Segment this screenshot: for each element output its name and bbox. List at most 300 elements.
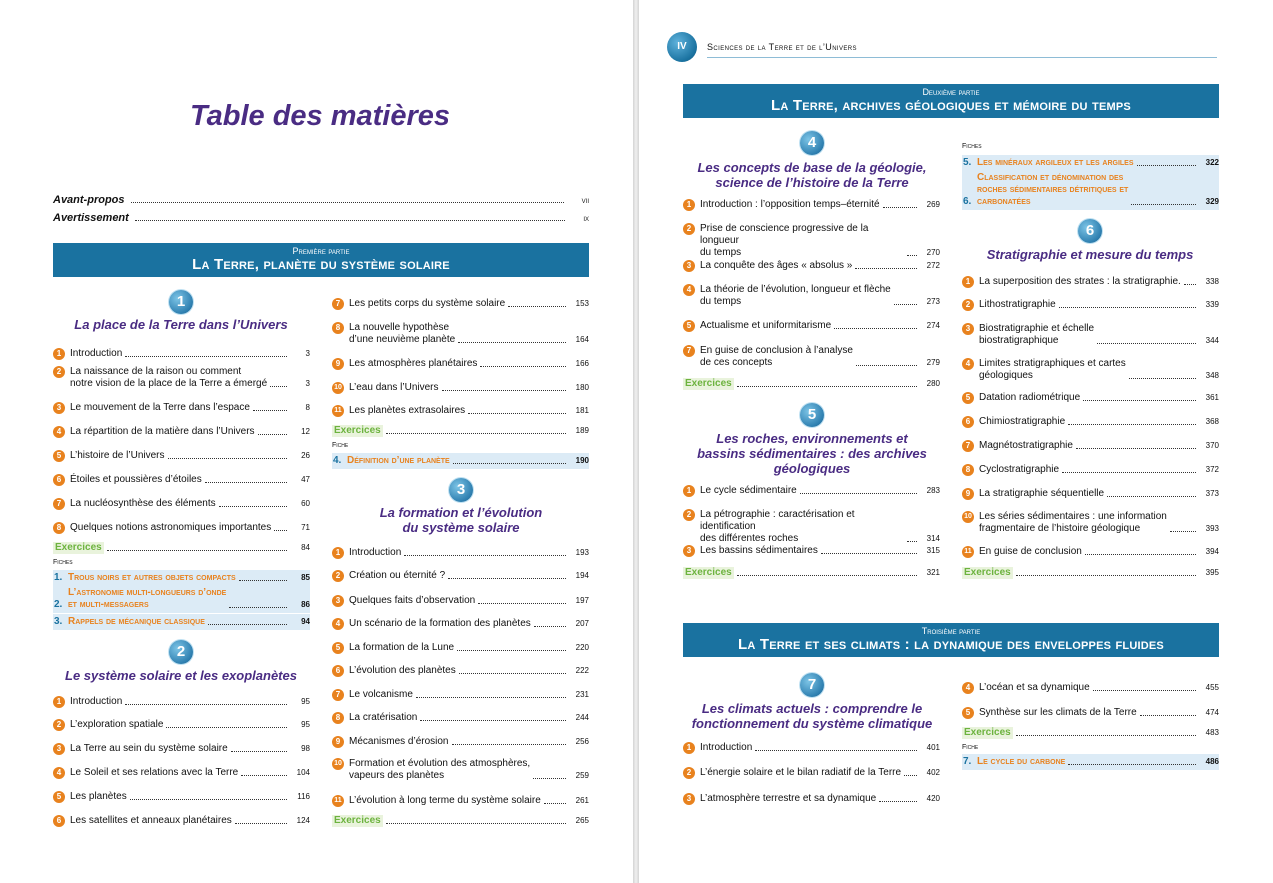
entry-label: Étoiles et poussières d’étoiles [70, 474, 202, 485]
entry-page: 220 [575, 643, 589, 652]
entry-number-badge: 8 [962, 464, 974, 476]
toc-entry[interactable] [332, 322, 589, 346]
entry-number-badge: 2 [683, 767, 695, 779]
fiche-label: Définition d’une planète [347, 455, 450, 466]
part-number: Troisième partie [921, 626, 981, 636]
entry-text-wrap [979, 440, 1201, 452]
entry-label: Création ou éternité ? [349, 570, 446, 581]
entry-page: 265 [575, 816, 589, 825]
entry-page: 339 [1205, 300, 1219, 309]
toc-entry[interactable] [332, 298, 589, 310]
exercices-label: Exercices [334, 425, 381, 436]
entry-label: Magnétostratigraphie [979, 440, 1073, 451]
entry-page: 47 [301, 475, 310, 484]
fiche-entry[interactable] [962, 155, 1219, 171]
entry-page: 95 [301, 697, 310, 706]
entry-number-badge: 4 [53, 767, 65, 779]
fiche-number: 4. [333, 455, 342, 466]
toc-entry[interactable] [962, 392, 1219, 404]
entry-page: 181 [575, 406, 589, 415]
entry-text-wrap [349, 382, 571, 394]
exercices-label: Exercices [964, 567, 1011, 578]
entry-page: 395 [1205, 568, 1219, 577]
toc-entry[interactable] [53, 450, 310, 462]
entry-number-badge: 2 [53, 719, 65, 731]
leader-dots [386, 433, 566, 434]
toc-entry[interactable] [683, 199, 940, 211]
toc-entry[interactable] [53, 696, 310, 708]
entry-text-wrap [979, 707, 1201, 719]
entry-number-badge: 3 [53, 402, 65, 414]
fiche-number: 6. [963, 196, 972, 207]
entry-page: 98 [301, 744, 310, 753]
leader-dots [1076, 448, 1196, 449]
leader-dots [478, 603, 566, 604]
entry-label: Introduction [349, 547, 402, 558]
entry-label: Formation et évolution des atmosphères, vapeurs des planètes [349, 758, 531, 781]
entry-page: 280 [926, 379, 940, 388]
entry-page: 3 [305, 349, 310, 358]
toc-entry[interactable] [962, 488, 1219, 500]
entry-label: Le cycle sédimentaire [700, 485, 797, 496]
entry-label: La théorie de l’évolution, longueur et flèche du temps [700, 284, 891, 307]
leader-dots [231, 751, 287, 752]
toc-entry[interactable] [53, 767, 310, 779]
exercices-entry[interactable] [962, 567, 1219, 579]
leader-dots [107, 550, 287, 551]
entry-number-badge: 5 [53, 450, 65, 462]
entry-number-badge: 5 [53, 791, 65, 803]
leader-dots [1085, 554, 1196, 555]
entry-number-badge: 7 [332, 298, 344, 310]
toc-entry[interactable] [683, 767, 940, 779]
leader-dots [821, 553, 917, 554]
fiche-label: Trous noirs et autres objets compacts [68, 572, 236, 583]
leader-dots [166, 727, 287, 728]
entry-label: Synthèse sur les climats de la Terre [979, 707, 1137, 718]
entry-number-badge: 6 [332, 665, 344, 677]
entry-number-badge: 11 [332, 795, 344, 807]
entry-label: Quelques faits d’observation [349, 595, 476, 606]
entry-page: 402 [926, 768, 940, 777]
toc-entry[interactable] [53, 498, 310, 510]
entry-page: 338 [1205, 277, 1219, 286]
entry-page: 269 [926, 200, 940, 209]
entry-text-wrap [349, 405, 571, 417]
fiche-number: 2. [54, 599, 63, 610]
toc-entry[interactable] [332, 358, 589, 370]
toc-entry[interactable] [332, 665, 589, 677]
entry-number-badge: 5 [962, 707, 974, 719]
entry-number-badge: 3 [683, 260, 695, 272]
leader-dots [125, 704, 287, 705]
toc-entry[interactable] [683, 509, 940, 545]
entry-text-wrap [349, 689, 571, 701]
leader-dots [737, 386, 917, 387]
toc-entry[interactable] [332, 642, 589, 654]
entry-label: Introduction : l’opposition temps–éternité [700, 199, 880, 210]
leader-dots [453, 463, 566, 464]
toc-entry[interactable] [53, 791, 310, 803]
leader-dots [1097, 343, 1196, 344]
entry-number-badge: 2 [962, 299, 974, 311]
leader-dots [834, 328, 917, 329]
entry-label: L’énergie solaire et le bilan radiatif de la Terre [700, 767, 902, 778]
entry-number-badge: 1 [53, 696, 65, 708]
entry-page: 231 [575, 690, 589, 699]
fiche-number: 1. [54, 572, 63, 583]
entry-text-wrap [979, 323, 1201, 347]
fiche-entry[interactable] [53, 614, 310, 630]
entry-page: 474 [1205, 708, 1219, 717]
fiche-page: 190 [575, 456, 589, 465]
entry-text-wrap [349, 298, 571, 310]
entry-text-wrap [349, 570, 571, 582]
entry-text-wrap [700, 223, 922, 259]
toc-entry[interactable] [962, 464, 1219, 476]
leader-dots [168, 458, 288, 459]
entry-text-wrap [70, 767, 292, 779]
entry-number-badge: 3 [683, 545, 695, 557]
leader-dots [468, 413, 566, 414]
entry-page: 189 [575, 426, 589, 435]
entry-number-badge: 8 [53, 522, 65, 534]
toc-entry[interactable] [683, 793, 940, 805]
entry-text-wrap [979, 546, 1201, 558]
chapter-title[interactable]: Le système solaire et les exoplanètes [65, 668, 297, 683]
entry-text-wrap [979, 358, 1201, 382]
chapter-number-badge: 1 [169, 290, 193, 314]
entry-text-wrap [332, 425, 571, 437]
entry-label: Les atmosphères planétaires [349, 358, 478, 369]
leader-dots [907, 541, 917, 542]
part-number: Première partie [292, 246, 350, 256]
chapter-title[interactable]: Les climats actuels : comprendre le fonctionnement du système climatique [691, 701, 933, 731]
fiches-label: Fiches [53, 559, 73, 566]
toc-entry[interactable] [962, 682, 1219, 694]
leader-dots [904, 775, 917, 776]
entry-number-badge: 4 [683, 284, 695, 296]
entry-page: 373 [1205, 489, 1219, 498]
chapter-title[interactable]: Les concepts de base de la géologie, science de l’histoire de la Terre [697, 160, 927, 190]
entry-text-wrap [70, 474, 292, 486]
leader-dots [258, 434, 287, 435]
toc-entry[interactable] [962, 440, 1219, 452]
entry-label: L’océan et sa dynamique [979, 682, 1090, 693]
entry-label: Les planètes [70, 791, 127, 802]
entry-text-wrap [683, 378, 922, 390]
toc-entry[interactable] [962, 358, 1219, 382]
front-page: ix [583, 214, 589, 223]
part-title: La Terre, planète du système solaire [192, 256, 450, 273]
entry-text-wrap [70, 402, 292, 414]
toc-entry[interactable] [683, 345, 940, 369]
toc-entry[interactable] [683, 485, 940, 497]
leader-dots [457, 650, 566, 651]
toc-entry[interactable] [53, 426, 310, 438]
exercices-label: Exercices [55, 542, 102, 553]
entry-text-wrap [349, 322, 571, 346]
toc-entry[interactable] [683, 260, 940, 272]
toc-entry[interactable] [683, 320, 940, 332]
entry-label: Lithostratigraphie [979, 299, 1056, 310]
entry-text-wrap [962, 727, 1201, 739]
toc-entry[interactable] [683, 742, 940, 754]
exercices-entry[interactable] [683, 378, 940, 390]
leader-dots [458, 342, 566, 343]
toc-entry[interactable] [332, 689, 589, 701]
entry-page: 244 [575, 713, 589, 722]
toc-entry[interactable] [683, 223, 940, 259]
toc-entry[interactable] [962, 323, 1219, 347]
front-page: vii [581, 196, 589, 205]
fiches-label: Fiche [962, 744, 979, 751]
entry-page: 8 [305, 403, 310, 412]
page-title: Table des matières [189, 100, 451, 132]
entry-page: 394 [1205, 547, 1219, 556]
chapter-title[interactable]: La place de la Terre dans l’Univers [74, 317, 288, 332]
entry-text-wrap [349, 358, 571, 370]
entry-number-badge: 3 [332, 595, 344, 607]
leader-dots [1093, 690, 1196, 691]
leader-dots [452, 744, 567, 745]
leader-dots [130, 799, 287, 800]
entry-label: La Terre au sein du système solaire [70, 743, 228, 754]
leader-dots [219, 506, 287, 507]
chapter-title[interactable]: La formation et l’évolution du système solaire [379, 505, 543, 535]
entry-label: Introduction [700, 742, 753, 753]
entry-page: 259 [575, 771, 589, 780]
fiche-entry[interactable] [962, 170, 1219, 210]
toc-entry[interactable] [332, 618, 589, 630]
leader-dots [1059, 307, 1196, 308]
chapter-number-badge: 7 [800, 673, 824, 697]
entry-text-wrap [700, 767, 922, 779]
toc-entry[interactable] [332, 547, 589, 559]
entry-page: 222 [575, 666, 589, 675]
fiche-number: 3. [54, 616, 63, 627]
entry-page: 368 [1205, 417, 1219, 426]
entry-text-wrap [700, 485, 922, 497]
chapter-title[interactable]: Stratigraphie et mesure du temps [986, 247, 1194, 262]
entry-page: 274 [926, 321, 940, 330]
entry-page: 283 [926, 486, 940, 495]
entry-page: 71 [301, 523, 310, 532]
toc-entry[interactable] [332, 795, 589, 807]
entry-label: L’eau dans l’Univers [349, 382, 439, 393]
fiche-label: Classification et dénomination des roches sédimentaires détritiques et carbonatées [977, 172, 1129, 207]
leader-dots [1016, 575, 1196, 576]
toc-entry[interactable] [962, 707, 1219, 719]
entry-number-badge: 7 [332, 689, 344, 701]
chapter-number-badge: 5 [800, 403, 824, 427]
entry-label: Prise de conscience progressive de la longueur du temps [700, 223, 869, 258]
leader-dots [253, 410, 287, 411]
entry-text-wrap [70, 719, 292, 731]
toc-entry[interactable] [332, 595, 589, 607]
entry-page: 116 [297, 792, 310, 801]
entry-text-wrap [700, 509, 922, 545]
entry-number-badge: 2 [332, 570, 344, 582]
entry-page: 279 [926, 358, 940, 367]
toc-entry[interactable] [962, 511, 1219, 535]
entry-label: Limites stratigraphiques et cartes géologiques [979, 358, 1126, 381]
exercices-label: Exercices [685, 567, 732, 578]
toc-entry[interactable] [962, 416, 1219, 428]
entry-label: Le mouvement de la Terre dans l’espace [70, 402, 250, 413]
chapter-number-badge: 4 [800, 131, 824, 155]
leader-dots [270, 386, 287, 387]
leader-dots [1184, 284, 1196, 285]
exercices-entry[interactable] [962, 727, 1219, 739]
toc-entry[interactable] [962, 299, 1219, 311]
entry-page: 104 [296, 768, 310, 777]
entry-text-wrap [349, 595, 571, 607]
toc-entry[interactable] [962, 546, 1219, 558]
fiche-page: 486 [1205, 757, 1219, 766]
entry-page: 194 [575, 571, 589, 580]
toc-entry[interactable] [332, 405, 589, 417]
entry-page: 164 [575, 335, 589, 344]
exercices-entry[interactable] [683, 567, 940, 579]
entry-text-wrap [70, 426, 292, 438]
fiche-page: 329 [1205, 197, 1219, 206]
toc-entry[interactable] [683, 545, 940, 557]
leader-dots [1140, 715, 1196, 716]
entry-page: 361 [1205, 393, 1219, 402]
entry-number-badge: 1 [683, 199, 695, 211]
entry-text-wrap [979, 682, 1201, 694]
toc-entry[interactable] [332, 382, 589, 394]
leader-dots [894, 304, 917, 305]
leader-dots [239, 580, 287, 581]
leader-dots [907, 255, 917, 256]
fiches-label: Fiche [332, 442, 349, 449]
entry-text-wrap [979, 276, 1201, 288]
fiche-entry[interactable] [332, 453, 589, 469]
toc-entry[interactable] [53, 815, 310, 827]
toc-entry[interactable] [53, 366, 310, 390]
toc-entry[interactable] [332, 758, 589, 782]
toc-entry[interactable] [332, 736, 589, 748]
entry-label: Introduction [70, 348, 123, 359]
entry-page: 193 [575, 548, 589, 557]
exercices-entry[interactable] [53, 542, 310, 554]
entry-text-wrap [349, 758, 571, 782]
exercices-label: Exercices [964, 727, 1011, 738]
entry-text-wrap [700, 793, 922, 805]
entry-page: 321 [926, 568, 940, 577]
entry-number-badge: 4 [53, 426, 65, 438]
toc-entry[interactable] [332, 570, 589, 582]
entry-number-badge: 4 [332, 618, 344, 630]
entry-text-wrap [70, 522, 292, 534]
entry-label: Un scénario de la formation des planètes [349, 618, 531, 629]
entry-number-badge: 9 [332, 736, 344, 748]
exercices-entry[interactable] [332, 815, 589, 827]
entry-label: La cratérisation [349, 712, 418, 723]
leader-dots [208, 624, 287, 625]
fiche-entry[interactable] [53, 585, 310, 613]
part-title: La Terre, archives géologiques et mémoire du temps [771, 97, 1131, 114]
entry-number-badge: 1 [683, 485, 695, 497]
entry-text-wrap [349, 618, 571, 630]
entry-number-badge: 10 [332, 382, 344, 394]
leader-dots [480, 366, 566, 367]
leader-dots [274, 530, 287, 531]
entry-number-badge: 1 [962, 276, 974, 288]
leader-dots [420, 720, 566, 721]
entry-label: La superposition des strates : la stratigraphie. [979, 276, 1181, 287]
leader-dots [1170, 531, 1196, 532]
entry-label: Introduction [70, 696, 123, 707]
section-badge: IV [667, 32, 697, 62]
entry-text-wrap [70, 815, 292, 827]
entry-text-wrap [700, 320, 922, 332]
entry-label: La nucléosynthèse des éléments [70, 498, 216, 509]
entry-page: 372 [1205, 465, 1219, 474]
chapter-title[interactable]: Les roches, environnements et bassins sédimentaires : des archives géologiques [697, 431, 927, 476]
entry-text-wrap [979, 299, 1201, 311]
entry-page: 272 [926, 261, 940, 270]
chapter-number-badge: 3 [449, 478, 473, 502]
toc-entry[interactable] [53, 719, 310, 731]
exercices-label: Exercices [685, 378, 732, 389]
entry-text-wrap [979, 464, 1201, 476]
entry-page: 3 [305, 379, 310, 388]
entry-number-badge: 3 [962, 323, 974, 335]
entry-label: La répartition de la matière dans l’Univers [70, 426, 255, 437]
exercices-entry[interactable] [332, 425, 589, 437]
entry-number-badge: 8 [332, 712, 344, 724]
entry-text-wrap [70, 791, 292, 803]
leader-dots [404, 555, 566, 556]
entry-page: 401 [926, 743, 940, 752]
entry-label: La nouvelle hypothèse d’une neuvième planète [349, 322, 456, 345]
toc-entry[interactable] [53, 402, 310, 414]
fiche-label: Les minéraux argileux et les argiles [977, 157, 1134, 168]
toc-entry[interactable] [53, 474, 310, 486]
entry-label: Biostratigraphie et échelle biostratigraphique [979, 323, 1095, 346]
leader-dots [737, 575, 917, 576]
entry-page: 261 [575, 796, 589, 805]
leader-dots [508, 306, 566, 307]
fiche-number: 7. [963, 756, 972, 767]
toc-entry[interactable] [53, 348, 310, 360]
entry-number-badge: 1 [332, 547, 344, 559]
leader-dots [386, 823, 566, 824]
leader-dots [1062, 472, 1196, 473]
entry-label: Datation radiométrique [979, 392, 1081, 403]
entry-text-wrap [349, 665, 571, 677]
toc-entry[interactable] [683, 284, 940, 308]
fiche-number: 5. [963, 157, 972, 168]
entry-page: 26 [301, 451, 310, 460]
leader-dots [856, 365, 917, 366]
fiche-entry[interactable] [53, 570, 310, 586]
toc-entry[interactable] [962, 276, 1219, 288]
entry-text-wrap [53, 542, 292, 554]
entry-page: 270 [926, 248, 940, 257]
toc-entry[interactable] [53, 743, 310, 755]
leader-dots [1083, 400, 1196, 401]
entry-text-wrap [349, 712, 571, 724]
entry-number-badge: 6 [53, 815, 65, 827]
leader-dots [1137, 165, 1196, 166]
toc-entry[interactable] [53, 522, 310, 534]
fiche-entry[interactable] [962, 754, 1219, 770]
toc-entry[interactable] [332, 712, 589, 724]
